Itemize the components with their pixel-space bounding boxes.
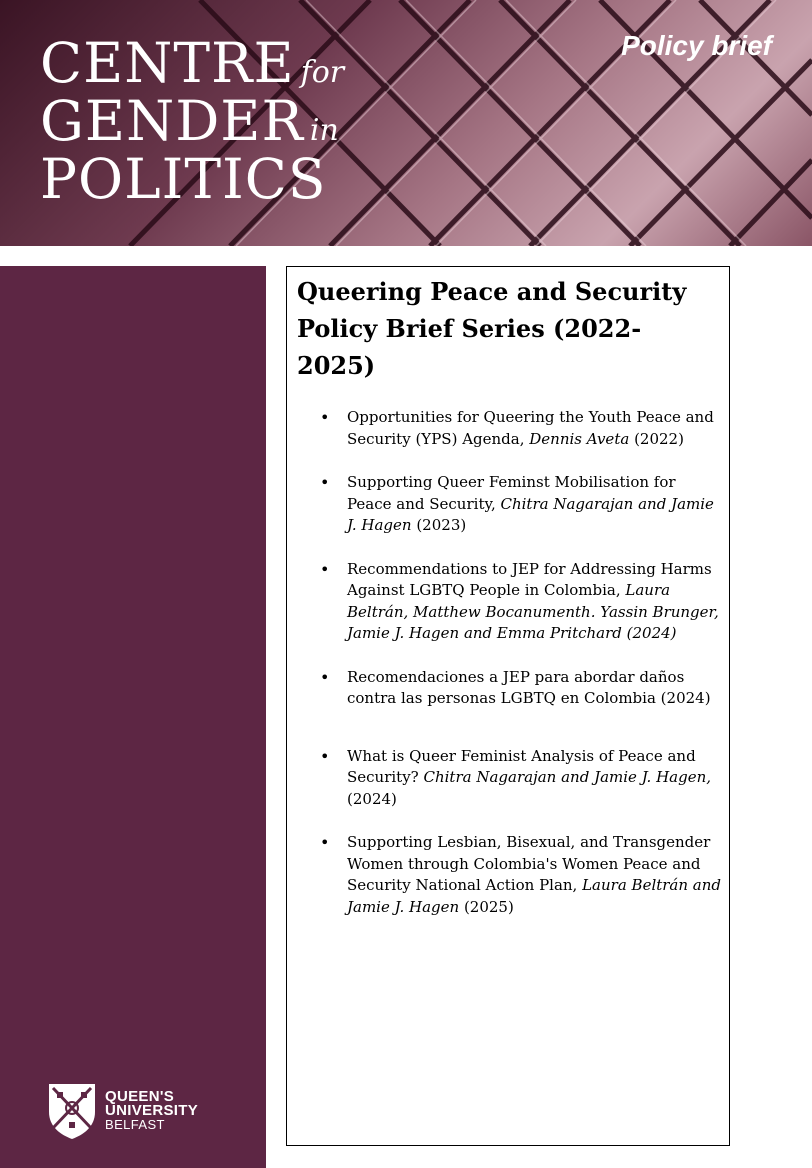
university-name-line1: QUEEN'S bbox=[105, 1088, 175, 1105]
list-item bbox=[347, 559, 721, 645]
logo-word-politics: POLITICS bbox=[40, 147, 327, 211]
queens-university-belfast-logo bbox=[47, 1082, 198, 1140]
brief-authors: Dennis Aveta bbox=[529, 429, 630, 448]
logo-word-for: for bbox=[300, 55, 345, 90]
brief-authors: Chitra Nagarajan and Jamie J. Hagen, bbox=[423, 768, 712, 786]
brief-title: Recomendaciones a JEP para abordar daños contra las personas LGBTQ en Colombia (2024) bbox=[347, 667, 711, 707]
page-title: Queering Peace and Security Policy Brief Series (2022-2025) bbox=[297, 277, 687, 380]
brief-authors: Laura Beltrán, Matthew Bocanumenth. Yassin Brunger, Jamie J. Hagen and Emma Pritchard (2024) bbox=[347, 581, 719, 642]
brief-title: Opportunities for Queering the Youth Peace and Security (YPS) Agenda, bbox=[347, 408, 714, 448]
logo-word-in: in bbox=[309, 113, 339, 148]
brief-title: Supporting Lesbian, Bisexual, and Transgender Women through Colombia's Women Peace and Security National Action Plan, bbox=[347, 833, 711, 894]
header-banner bbox=[0, 0, 812, 246]
list-item bbox=[347, 472, 721, 537]
policy-brief-list bbox=[347, 407, 721, 918]
list-item bbox=[347, 832, 721, 918]
brief-year: (2022) bbox=[629, 429, 684, 448]
university-name-line2: UNIVERSITY bbox=[105, 1102, 199, 1119]
list-item bbox=[347, 407, 721, 450]
brief-year: (2023) bbox=[411, 516, 467, 534]
brief-authors: Laura Beltrán and Jamie J. Hagen bbox=[347, 876, 722, 916]
document-type-label: Policy brief bbox=[621, 30, 772, 61]
university-crest-icon bbox=[47, 1082, 97, 1140]
list-item bbox=[347, 746, 721, 811]
logo-word-centre: CENTRE bbox=[40, 31, 295, 95]
brief-year: (2024) bbox=[347, 789, 397, 808]
logo-word-gender: GENDER bbox=[40, 89, 304, 153]
brief-year: (2025) bbox=[459, 897, 514, 916]
brief-title: What is Queer Feminist Analysis of Peace and Security? bbox=[347, 746, 696, 786]
brief-title: Recommendations to JEP for Addressing Harms Against LGBTQ People in Colombia, bbox=[347, 559, 712, 599]
brief-title: Supporting Queer Feminst Mobilisation for Peace and Security, bbox=[347, 473, 676, 513]
left-sidebar-panel bbox=[0, 266, 266, 1168]
centre-for-gender-in-politics-logo bbox=[40, 31, 345, 211]
brief-authors: Chitra Nagarajan and Jamie J. Hagen bbox=[347, 494, 714, 534]
university-name-line3: BELFAST bbox=[105, 1117, 165, 1132]
content-box bbox=[286, 266, 730, 1146]
list-item bbox=[347, 667, 721, 710]
